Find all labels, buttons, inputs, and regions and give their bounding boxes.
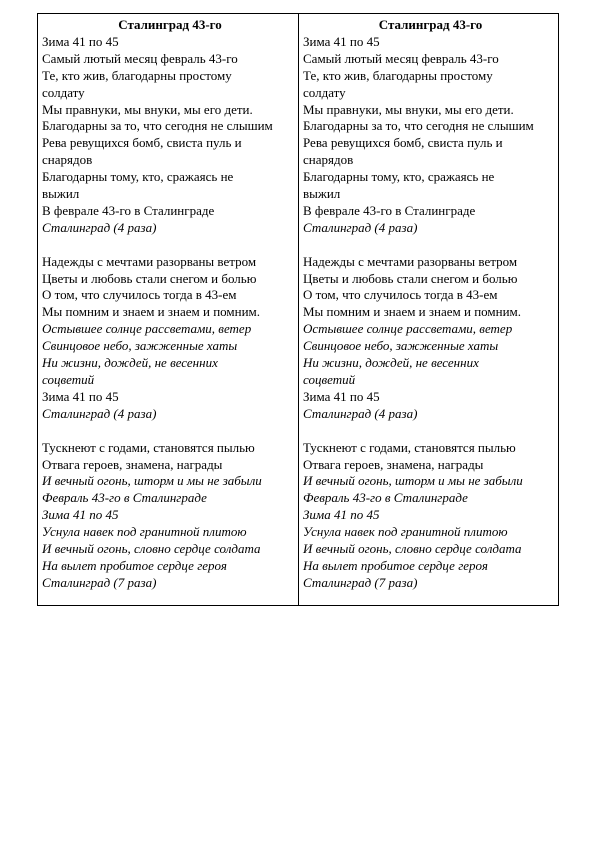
lyric-line: Уснула навек под гранитной плитою xyxy=(42,524,247,540)
lyric-line: Цветы и любовь стали снегом и болью xyxy=(42,270,257,286)
lyric-line: Зима 41 по 45 xyxy=(303,388,380,404)
lyrics-column-right xyxy=(298,14,558,605)
lyric-line: Благодарны за то, что сегодня не слышим xyxy=(42,118,273,134)
lyric-line: В феврале 43-го в Сталинграде xyxy=(42,202,215,218)
lyric-line: Тускнеют с годами, становятся пылью xyxy=(42,439,255,455)
lyric-line: Остывшее солнце рассветами, ветер xyxy=(42,321,252,337)
lyric-line: Мы правнуки, мы внуки, мы его дети. xyxy=(42,101,253,117)
lyric-line: И вечный огонь, словно сердце солдата xyxy=(303,541,522,557)
lyric-line: Мы помним и знаем и знаем и помним. xyxy=(42,304,261,320)
lyric-line: Зима 41 по 45 xyxy=(42,33,119,49)
lyric-line: Зима 41 по 45 xyxy=(42,388,119,404)
lyric-line: Рева ревущихся бомб, свиста пуль и xyxy=(42,135,242,151)
lyric-line: И вечный огонь, словно сердце солдата xyxy=(42,541,261,557)
lyric-line: соцветий xyxy=(303,372,356,388)
song-title: Сталинград 43-го xyxy=(378,17,483,32)
lyrics-column-left xyxy=(38,14,298,605)
stanza-break xyxy=(303,237,558,254)
lyric-line: Сталинград (4 раза) xyxy=(42,219,157,235)
lyric-line: Надежды с мечтами разорваны ветром xyxy=(42,253,257,269)
lyric-line: Зима 41 по 45 xyxy=(303,507,380,523)
lyric-line: Февраль 43-го в Сталинграде xyxy=(303,490,468,506)
lyric-line: Мы правнуки, мы внуки, мы его дети. xyxy=(303,101,514,117)
lyric-line: Мы помним и знаем и знаем и помним. xyxy=(303,304,522,320)
lyric-line: Цветы и любовь стали снегом и болью xyxy=(303,270,518,286)
lyric-line: солдату xyxy=(303,84,346,100)
lyric-line: Свинцовое небо, зажженные хаты xyxy=(303,338,499,354)
lyrics-sheet xyxy=(37,13,559,606)
lyric-line: На вылет пробитое сердце героя xyxy=(42,557,227,573)
lyric-line: Самый лютый месяц февраль 43-го xyxy=(42,50,238,66)
lyric-line: Сталинград (4 раза) xyxy=(303,219,418,235)
lyric-line: Зима 41 по 45 xyxy=(303,33,380,49)
lyric-line: Самый лютый месяц февраль 43-го xyxy=(303,50,499,66)
lyric-line: Свинцовое небо, зажженные хаты xyxy=(42,338,238,354)
lyric-line: Сталинград (7 раза) xyxy=(303,574,418,590)
lyric-line: Те, кто жив, благодарны простому xyxy=(303,67,493,83)
lyric-line: Благодарны за то, что сегодня не слышим xyxy=(303,118,534,134)
lyric-line: Благодарны тому, кто, сражаясь не xyxy=(303,169,495,185)
lyric-line: выжил xyxy=(303,186,341,202)
lyric-line: О том, что случилось тогда в 43-ем xyxy=(42,287,237,303)
lyric-line: Сталинград (4 раза) xyxy=(303,405,418,421)
lyric-line: На вылет пробитое сердце героя xyxy=(303,557,488,573)
lyric-line: Надежды с мечтами разорваны ветром xyxy=(303,253,518,269)
lyric-line: выжил xyxy=(42,186,80,202)
lyric-line: О том, что случилось тогда в 43-ем xyxy=(303,287,498,303)
lyric-line: И вечный огонь, шторм и мы не забыли xyxy=(303,473,523,489)
stanza-break xyxy=(303,423,558,440)
lyric-line: Тускнеют с годами, становятся пылью xyxy=(303,439,516,455)
lyric-line: Сталинград (7 раза) xyxy=(42,574,157,590)
lyric-line: Уснула навек под гранитной плитою xyxy=(303,524,508,540)
lyric-line: Зима 41 по 45 xyxy=(42,507,119,523)
stanza-break xyxy=(42,237,298,254)
lyric-line: соцветий xyxy=(42,372,95,388)
lyric-line: Ни жизни, дождей, не весенних xyxy=(42,355,218,371)
lyric-line: Рева ревущихся бомб, свиста пуль и xyxy=(303,135,503,151)
song-title: Сталинград 43-го xyxy=(118,17,222,32)
lyric-line: снарядов xyxy=(42,152,93,168)
lyric-line: Февраль 43-го в Сталинграде xyxy=(42,490,207,506)
lyric-line: солдату xyxy=(42,84,85,100)
lyric-line: Благодарны тому, кто, сражаясь не xyxy=(42,169,234,185)
lyric-line: В феврале 43-го в Сталинграде xyxy=(303,202,476,218)
lyric-line: Те, кто жив, благодарны простому xyxy=(42,67,232,83)
lyric-line: снарядов xyxy=(303,152,354,168)
lyric-line: И вечный огонь, шторм и мы не забыли xyxy=(42,473,262,489)
lyric-line: Отвага героев, знамена, награды xyxy=(42,456,223,472)
lyric-line: Остывшее солнце рассветами, ветер xyxy=(303,321,513,337)
lyric-line: Ни жизни, дождей, не весенних xyxy=(303,355,479,371)
lyric-line: Отвага героев, знамена, награды xyxy=(303,456,484,472)
stanza-break xyxy=(42,423,298,440)
lyric-line: Сталинград (4 раза) xyxy=(42,405,157,421)
